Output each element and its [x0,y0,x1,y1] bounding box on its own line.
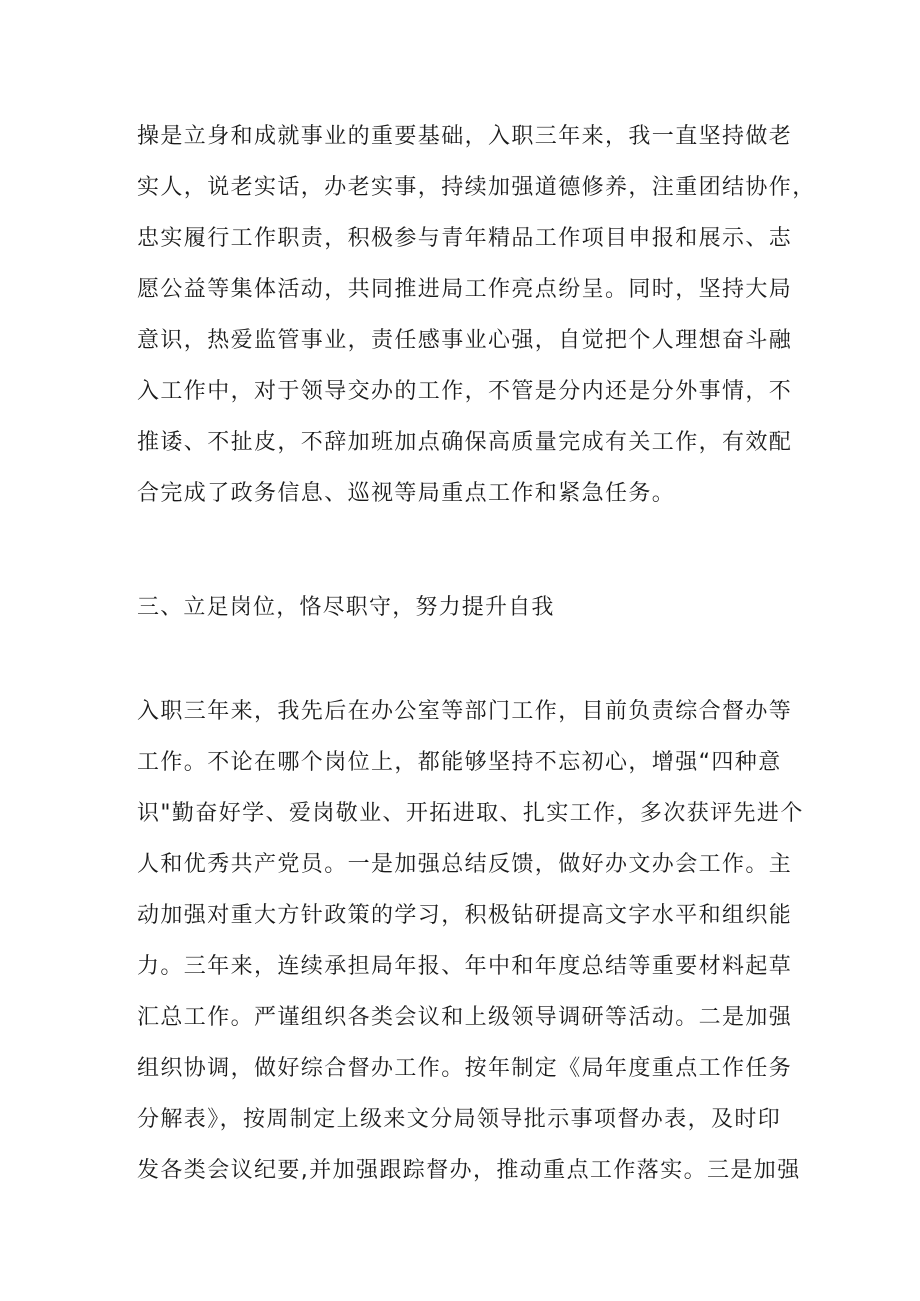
text-line: 意识，热爱监管事业，责任感事业心强，自觉把个人理想奋斗融 [137,328,793,353]
text-line: 工作。不论在哪个岗位上，都能够坚持不忘初心，增强“四种意 [137,750,782,775]
text-line: 识"勤奋好学、爱岗敬业、开拓进取、扎实工作，多次获评先进个 [137,801,804,826]
text-line: 入工作中，对于领导交办的工作，不管是分内还是分外事情，不 [137,379,793,404]
text-line: 组织协调，做好综合督办工作。按年制定《局年度重点工作任务 [137,1056,793,1081]
text-line: 发各类会议纪要,并加强跟踪督办，推动重点工作落实。三是加强 [137,1158,801,1183]
text-line: 实人，说老实话，办老实事，持续加强道德修养，注重团结协作， [137,175,816,200]
text-line: 动加强对重大方针政策的学习，积极钻研提高文字水平和组织能 [137,903,793,928]
text-line: 汇总工作。严谨组织各类会议和上级领导调研等活动。二是加强 [137,1005,793,1030]
text-line: 愿公益等集体活动，共同推进局工作亮点纷呈。同时，坚持大局 [137,277,793,302]
text-line: 合完成了政务信息、巡视等局重点工作和紧急任务。 [137,481,676,506]
text-line: 推诿、不扯皮，不辞加班加点确保高质量完成有关工作，有效配 [137,430,793,455]
text-line: 分解表》，按周制定上级来文分局领导批示事项督办表，及时印 [137,1107,782,1132]
text-line: 人和优秀共产党员。一是加强总结反馈，做好办文办会工作。主 [137,852,793,877]
section-heading: 三、立足岗位，恪尽职守，努力提升自我 [137,595,555,620]
text-line: 入职三年来，我先后在办公室等部门工作，目前负责综合督办等 [137,699,793,724]
text-line: 忠实履行工作职责，积极参与青年精品工作项目申报和展示、志 [137,226,793,251]
text-line: 操是立身和成就事业的重要基础，入职三年来，我一直坚持做老 [137,124,793,149]
text-line: 力。三年来，连续承担局年报、年中和年度总结等重要材料起草 [137,954,793,979]
